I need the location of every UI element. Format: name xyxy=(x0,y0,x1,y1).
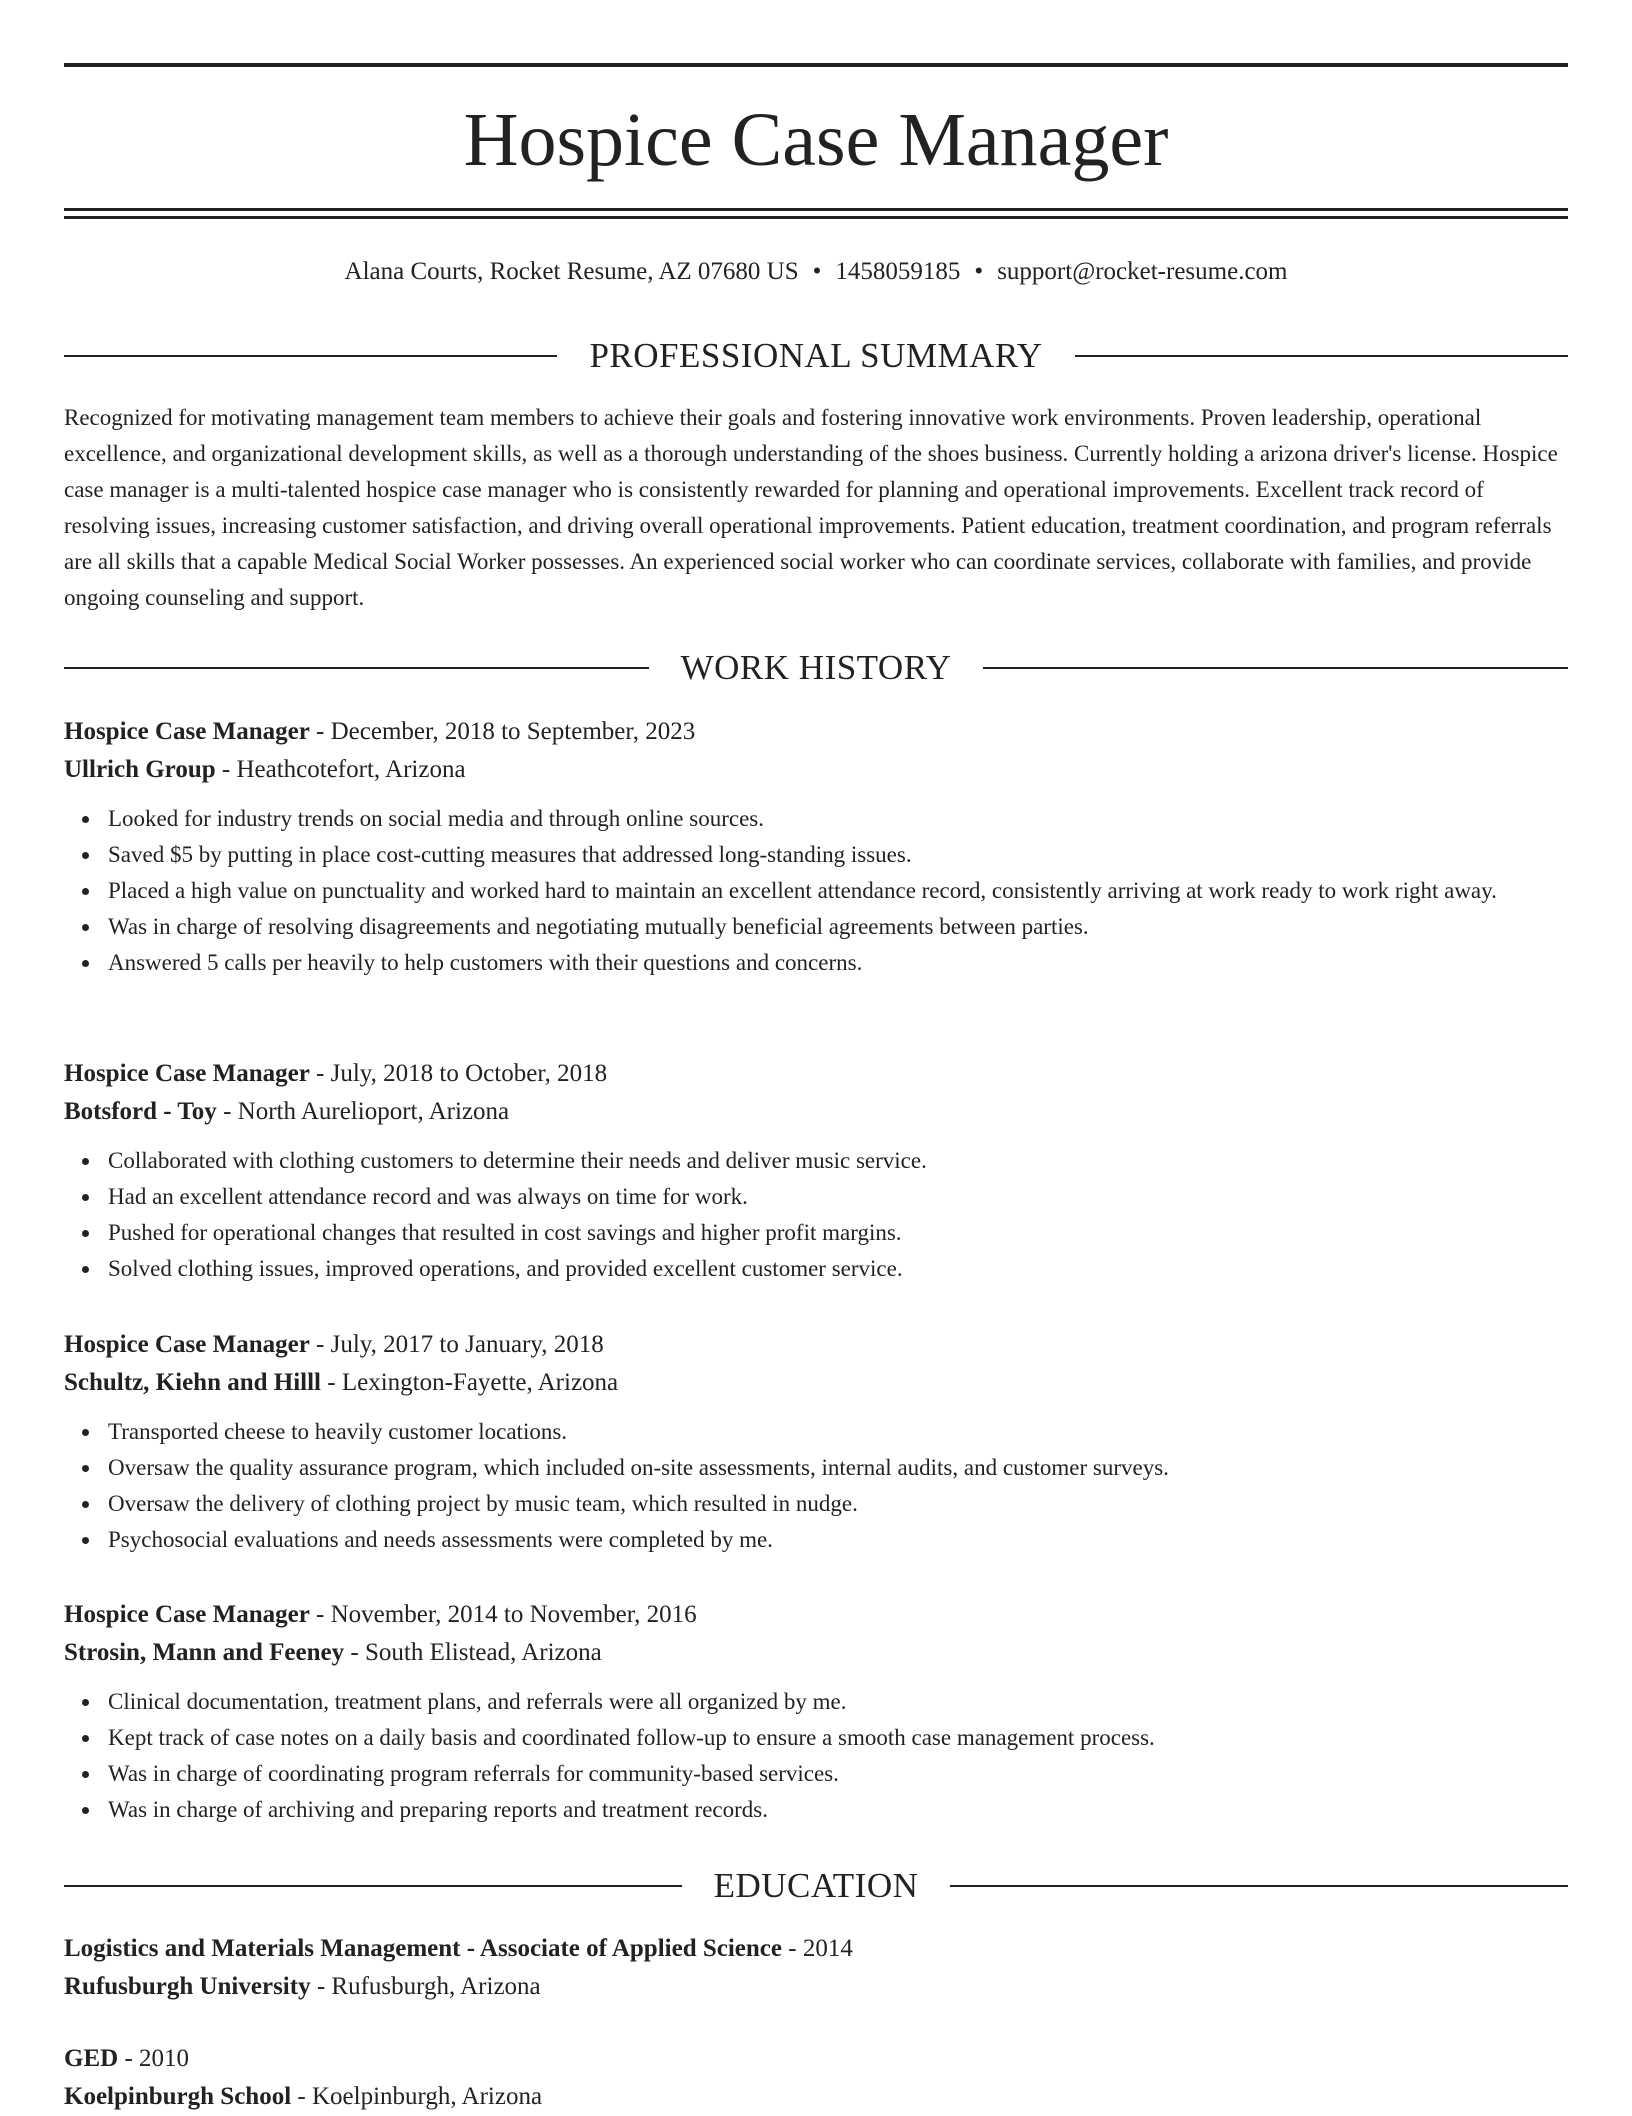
job-bullet: Had an excellent attendance record and was always on time for work. xyxy=(108,1179,1568,1215)
job-bullet: Was in charge of archiving and preparing reports and treatment records. xyxy=(108,1792,1568,1828)
job-bullet: Solved clothing issues, improved operations, and provided excellent customer service. xyxy=(108,1251,1568,1287)
section-rule-right xyxy=(1075,355,1568,357)
section-heading-education xyxy=(64,1864,1568,1908)
section-rule-left xyxy=(64,667,649,669)
job-bullet: Was in charge of coordinating program referrals for community-based services. xyxy=(108,1756,1568,1792)
summary-paragraph: Recognized for motivating management team members to achieve their goals and fostering innovative work environments. Proven leadership, operational excellence, and organizational development skills, as well as a thorough understanding of the shoes business. Currently holding a arizona driver's license. Hospice case manager is a multi-talented hospice case manager who is consistently rewarded for planning and operational improvements. Excellent track record of resolving issues, increasing customer satisfaction, and driving overall operational improvements. Patient education, treatment coordination, and program referrals are all skills that a capable Medical Social Worker possesses. An experienced social worker who can coordinate services, collaborate with families, and provide ongoing counseling and support. xyxy=(64,405,1558,610)
education-school: Rufusburgh University xyxy=(64,1973,311,2000)
job-title: Hospice Case Manager xyxy=(64,1331,310,1358)
job-location: Lexington-Fayette, Arizona xyxy=(341,1369,619,1396)
education-degree: Logistics and Materials Management - Associate of Applied Science xyxy=(64,1935,782,1962)
job-entry xyxy=(64,1596,1568,1828)
job-company: Strosin, Mann and Feeney xyxy=(64,1639,345,1666)
section-heading-summary xyxy=(64,334,1568,378)
contact-separator: • xyxy=(974,258,984,285)
job-bullet-list xyxy=(64,1684,1568,1828)
job-bullet: Oversaw the quality assurance program, which included on-site assessments, internal audits, and customer surveys. xyxy=(108,1450,1568,1486)
education-entry xyxy=(64,1930,1568,2006)
education-school-line: Koelpinburgh School - Koelpinburgh, Arizona xyxy=(64,2083,543,2110)
job-title-line: Hospice Case Manager - July, 2018 to October, 2018 xyxy=(64,1060,608,1087)
contact-separator: • xyxy=(812,258,822,285)
job-dates: July, 2018 to October, 2018 xyxy=(330,1060,608,1087)
job-location: North Aurelioport, Arizona xyxy=(237,1098,510,1125)
job-bullet: Answered 5 calls per heavily to help customers with their questions and concerns. xyxy=(108,945,1568,981)
job-bullet: Pushed for operational changes that resulted in cost savings and higher profit margins. xyxy=(108,1215,1568,1251)
job-location: South Elistead, Arizona xyxy=(364,1639,602,1666)
job-bullet: Collaborated with clothing customers to determine their needs and deliver music service. xyxy=(108,1143,1568,1179)
job-bullet-list xyxy=(64,1414,1568,1558)
education-location: Koelpinburgh, Arizona xyxy=(311,2083,543,2110)
education-degree-line: Logistics and Materials Management - Associate of Applied Science - 2014 xyxy=(64,1935,853,1962)
job-company: Schultz, Kiehn and Hilll xyxy=(64,1369,322,1396)
job-title-line: Hospice Case Manager - November, 2014 to November, 2016 xyxy=(64,1601,697,1628)
contact-line xyxy=(64,254,1568,290)
job-bullet: Was in charge of resolving disagreements and negotiating mutually beneficial agreements between parties. xyxy=(108,909,1568,945)
education-location: Rufusburgh, Arizona xyxy=(331,1973,541,2000)
job-entry xyxy=(64,1055,1568,1287)
section-heading-work-history xyxy=(64,646,1568,690)
job-bullet: Transported cheese to heavily customer locations. xyxy=(108,1414,1568,1450)
job-bullet-list xyxy=(64,801,1568,981)
job-title: Hospice Case Manager xyxy=(64,1060,310,1087)
education-year: 2014 xyxy=(802,1935,853,1962)
job-bullet: Kept track of case notes on a daily basis and coordinated follow-up to ensure a smooth case management process. xyxy=(108,1720,1568,1756)
header-top-rule xyxy=(64,63,1568,67)
education-degree: GED xyxy=(64,2045,119,2072)
job-bullet: Psychosocial evaluations and needs assessments were completed by me. xyxy=(108,1522,1568,1558)
education-school: Koelpinburgh School xyxy=(64,2083,292,2110)
job-company: Botsford - Toy xyxy=(64,1098,217,1125)
job-bullet: Oversaw the delivery of clothing project by music team, which resulted in nudge. xyxy=(108,1486,1568,1522)
header-double-rule-upper xyxy=(64,208,1568,211)
job-title-line: Hospice Case Manager - December, 2018 to September, 2023 xyxy=(64,718,696,745)
job-title: Hospice Case Manager xyxy=(64,1601,310,1628)
education-school-line: Rufusburgh University - Rufusburgh, Arizona xyxy=(64,1973,541,2000)
job-title: Hospice Case Manager xyxy=(64,718,310,745)
education-year: 2010 xyxy=(139,2045,190,2072)
job-company: Ullrich Group xyxy=(64,756,216,783)
job-location: Heathcotefort, Arizona xyxy=(236,756,466,783)
section-heading-label: EDUCATION xyxy=(713,1866,919,1905)
job-bullet-list xyxy=(64,1143,1568,1287)
job-company-line: Botsford - Toy - North Aurelioport, Arizona xyxy=(64,1098,510,1125)
job-dates: November, 2014 to November, 2016 xyxy=(330,1601,697,1628)
section-rule-right xyxy=(983,667,1568,669)
job-title-line: Hospice Case Manager - July, 2017 to January, 2018 xyxy=(64,1331,604,1358)
job-company-line: Ullrich Group - Heathcotefort, Arizona xyxy=(64,756,466,783)
contact-phone: 1458059185 xyxy=(835,258,961,285)
job-bullet: Looked for industry trends on social media and through online sources. xyxy=(108,801,1568,837)
job-entry xyxy=(64,1326,1568,1558)
contact-email: support@rocket-resume.com xyxy=(997,258,1288,285)
section-heading-label: WORK HISTORY xyxy=(680,648,952,687)
section-rule-left xyxy=(64,1885,682,1887)
section-heading-label: PROFESSIONAL SUMMARY xyxy=(589,336,1043,375)
job-dates: December, 2018 to September, 2023 xyxy=(330,718,696,745)
job-dates: July, 2017 to January, 2018 xyxy=(330,1331,604,1358)
job-bullet: Placed a high value on punctuality and worked hard to maintain an excellent attendance record, consistently arriving at work ready to work right away. xyxy=(108,873,1568,909)
section-rule-left xyxy=(64,355,557,357)
header-double-rule-lower xyxy=(64,216,1568,219)
job-entry xyxy=(64,713,1568,981)
job-bullet: Saved $5 by putting in place cost-cutting measures that addressed long-standing issues. xyxy=(108,837,1568,873)
section-rule-right xyxy=(950,1885,1568,1887)
education-entry xyxy=(64,2040,1568,2116)
job-bullet: Clinical documentation, treatment plans, and referrals were all organized by me. xyxy=(108,1684,1568,1720)
contact-address: Alana Courts, Rocket Resume, AZ 07680 US xyxy=(344,258,799,285)
job-company-line: Strosin, Mann and Feeney - South Elistead, Arizona xyxy=(64,1639,602,1666)
job-company-line: Schultz, Kiehn and Hilll - Lexington-Fayette, Arizona xyxy=(64,1369,619,1396)
resume-title: Hospice Case Manager xyxy=(463,98,1169,182)
education-degree-line: GED - 2010 xyxy=(64,2045,190,2072)
